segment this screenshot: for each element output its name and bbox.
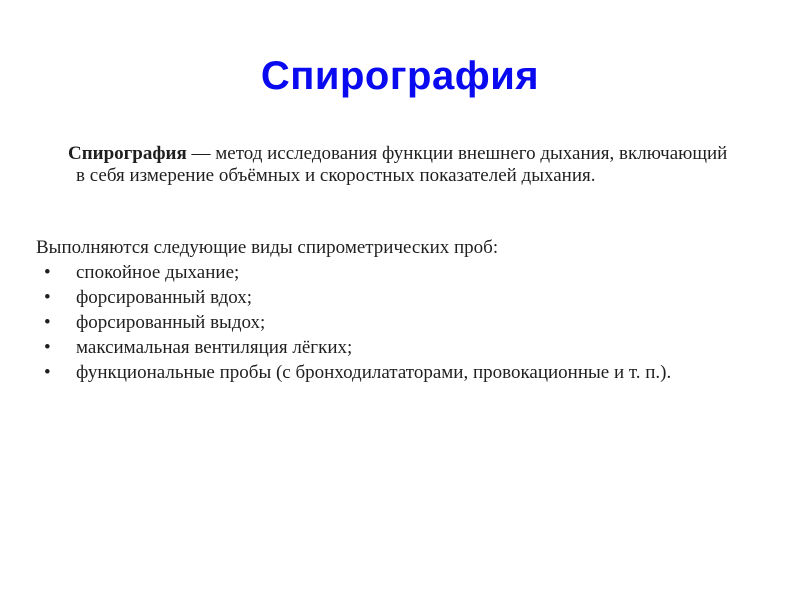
tests-list [36, 262, 756, 387]
intro-paragraph [68, 143, 736, 187]
list-item-text: максимальная вентиляция лёгких; [76, 337, 353, 358]
list-item [36, 337, 756, 359]
bullet-icon: • [44, 362, 51, 383]
list-item-text: форсированный выдох; [76, 312, 266, 333]
list-item-text: форсированный вдох; [76, 287, 253, 308]
list-item [36, 362, 756, 384]
tests-lead-text: Выполняются следующие виды спирометрических проб: [36, 237, 499, 258]
bullet-icon: • [44, 312, 51, 333]
intro-term: Спирография [68, 143, 187, 164]
intro-definition: — метод исследования функции внешнего дыхания, включающий в себя измерение объёмных и скоростных показателей дыхания. [76, 143, 728, 186]
list-item-text: спокойное дыхание; [76, 262, 240, 283]
bullet-icon: • [44, 262, 51, 283]
list-item [36, 287, 756, 309]
list-item [36, 262, 756, 284]
list-item-text: функциональные пробы (с бронходилататорами, провокационные и т. п.). [76, 362, 672, 383]
bullet-icon: • [44, 287, 51, 308]
list-item [36, 312, 756, 334]
bullet-icon: • [44, 337, 51, 358]
slide-title: Спирография [260, 54, 540, 98]
